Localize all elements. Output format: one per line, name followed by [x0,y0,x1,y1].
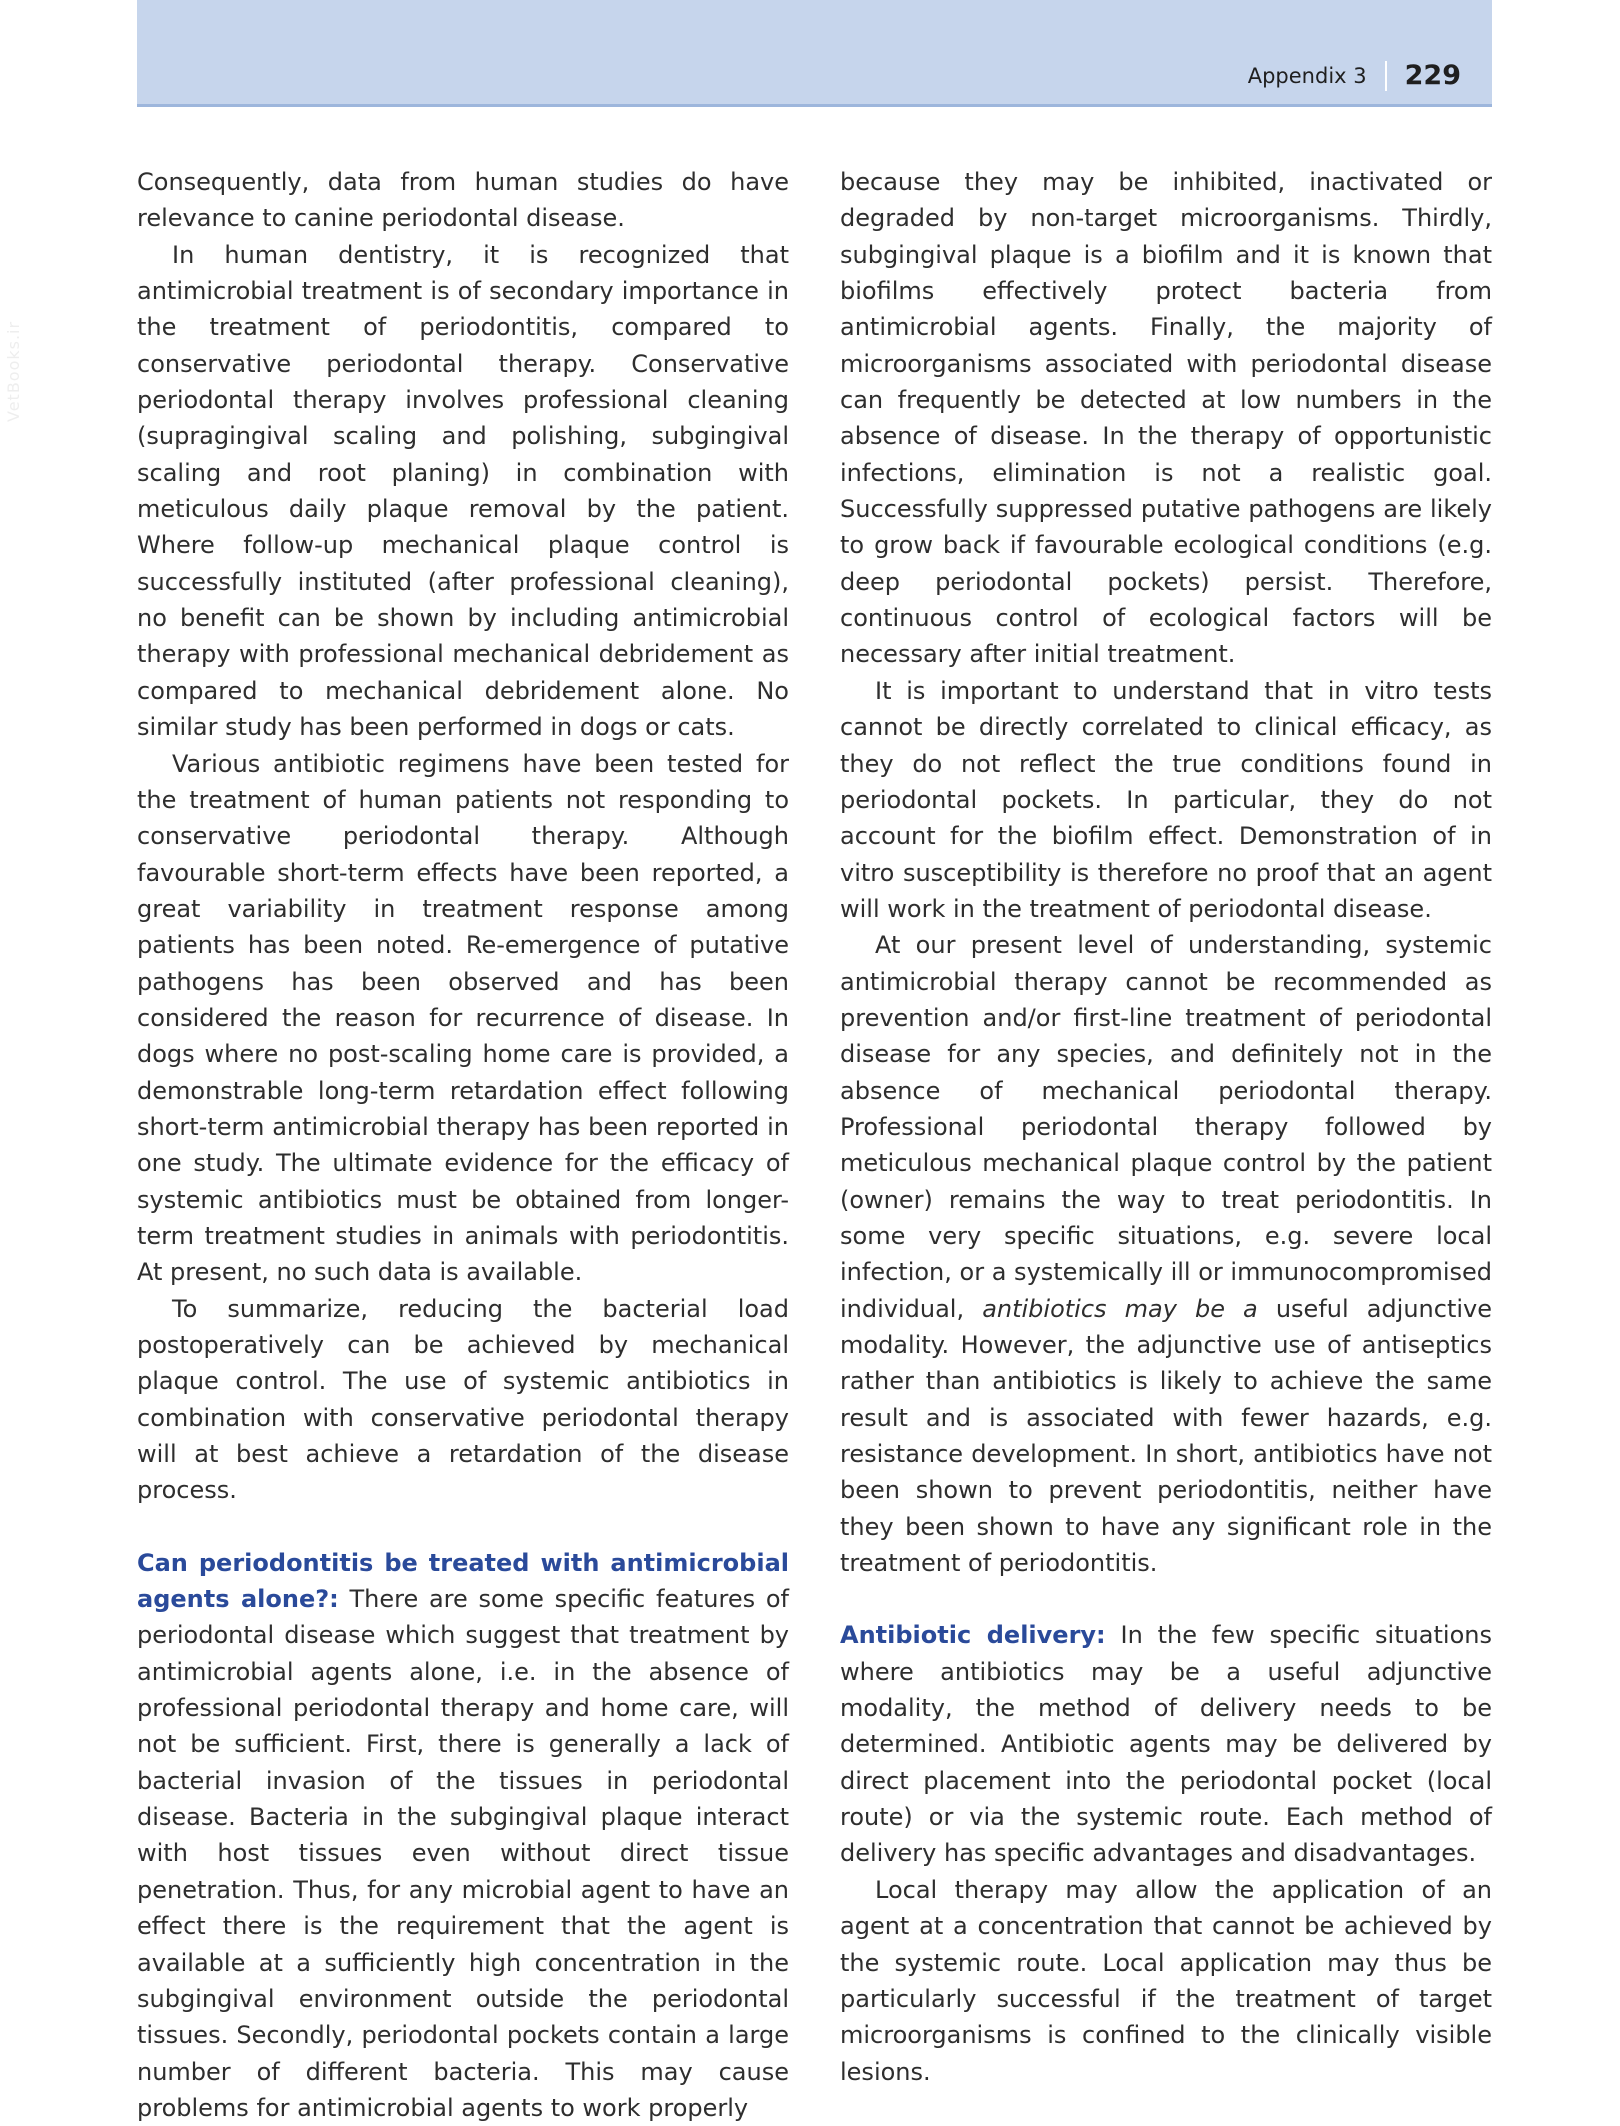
header-band [137,0,1492,107]
left-column [137,164,789,2126]
section-body: In the few specific situations where antibiotics may be a useful adjunctive modality, the method of delivery needs to be determined. Antibiotic agents may be delivered by direct placement into the periodontal pocket (local route) or via the systemic route. Each method of delivery has specific advantages and disadvantages. [840,1621,1492,1868]
running-head: Appendix 3 [1247,63,1367,88]
paragraph: It is important to understand that in vitro tests cannot be directly correlated to clinical efficacy, as they do not reflect the true conditions found in periodontal pockets. In particular, they do not account for the biofilm effect. Demonstration of in vitro susceptibility is therefore no proof that an agent will work in the treatment of periodontal disease. [840,676,1492,923]
page-number: 229 [1404,60,1461,91]
right-column [840,164,1492,2090]
header-divider [1385,61,1387,91]
paragraph [840,927,1492,1581]
watermark: VetBooks.ir [4,320,23,422]
paragraph: To summarize, reducing the bacterial load postoperatively can be achieved by mechanical plaque control. The use of systemic antibiotics in combination with conservative periodontal therapy will at best achieve a retardation of the disease process. [137,1294,789,1505]
paragraph: because they may be inhibited, inactivated or degraded by non-target microorganisms. Thirdly, subgingival plaque is a biofilm and it is known that biofilms effectively protect bacteria from antimicrobial agents. Finally, the majority of microorganisms associated with periodontal disease can frequently be detected at low numbers in the absence of disease. In the therapy of opportunistic infections, elimination is not a realistic goal. Successfully suppressed putative pathogens are likely to grow back if favourable ecological conditions (e.g. deep periodontal pockets) persist. Therefore, continuous control of ecological factors will be necessary after initial treatment. [840,168,1492,669]
section-heading: Can periodontitis be treated with antimicrobial agents alone?: [137,1548,789,1614]
section-paragraph [137,1545,789,2126]
section-heading: Antibiotic delivery: [840,1621,1106,1650]
paragraph: Various antibiotic regimens have been tested for the treatment of human patients not responding to conservative periodontal therapy. Although favourable short-term effects have been reported, a great variability in treatment response among patients has been noted. Re-emergence of putative pathogens has been observed and has been considered the reason for recurrence of disease. In dogs where no post-scaling home care is provided, a demonstrable long-term retardation effect following short-term antimicrobial therapy has been reported in one study. The ultimate evidence for the efficacy of systemic antibiotics must be obtained from longer-term treatment studies in animals with periodontitis. At present, no such data is available. [137,749,789,1287]
paragraph: Consequently, data from human studies do have relevance to canine periodontal disease. [137,168,789,233]
italic-phrase: antibiotics may be a [982,1294,1258,1323]
paragraph: In human dentistry, it is recognized that antimicrobial treatment is of secondary importance in the treatment of periodontitis, compared to conservative periodontal therapy. Conservative periodontal therapy involves professional cleaning (supragingival scaling and polishing, subgingival scaling and root planing) in combination with meticulous daily plaque removal by the patient. Where follow-up mechanical plaque control is successfully instituted (after professional cleaning), no benefit can be shown by including antimicrobial therapy with professional mechanical debridement as compared to mechanical debridement alone. No similar study has been performed in dogs or cats. [137,240,789,742]
section-paragraph [840,1617,1492,1871]
paragraph-text: At our present level of understanding, systemic antimicrobial therapy cannot be recommended as prevention and/or first-line treatment of periodontal disease for any species, and definitely not in the absence of mechanical periodontal therapy. Professional periodontal therapy followed by meticulous mechanical plaque control by the patient (owner) remains the way to treat periodontitis. In some very specific situations, e.g. severe local infection, or a systemically ill or immunocompromised individual, [840,931,1492,1323]
paragraph: Local therapy may allow the application of an agent at a concentration that cannot be achieved by the systemic route. Local application may thus be particularly successful if the treatment of target microorganisms is confined to the clinically visible lesions. [840,1875,1492,2086]
running-header [1248,60,1461,91]
paragraph-text: useful adjunctive modality. However, the adjunctive use of antiseptics rather than antibiotics is likely to achieve the same result and is associated with fewer hazards, e.g. resistance development. In short, antibiotics have not been shown to prevent periodontitis, neither have they been shown to have any significant role in the treatment of periodontitis. [840,1294,1492,1578]
section-body: There are some specific features of periodontal disease which suggest that treatment by antimicrobial agents alone, i.e. in the absence of professional periodontal therapy and home care, will not be sufficient. First, there is generally a lack of bacterial invasion of the tissues in periodontal disease. Bacteria in the subgingival plaque interact with host tissues even without direct tissue penetration. Thus, for any microbial agent to have an effect there is the requirement that the agent is available at a sufficiently high concentration in the subgingival environment outside the periodontal tissues. Secondly, periodontal pockets contain a large number of different bacteria. This may cause problems for antimicrobial agents to work properly [137,1585,789,2122]
